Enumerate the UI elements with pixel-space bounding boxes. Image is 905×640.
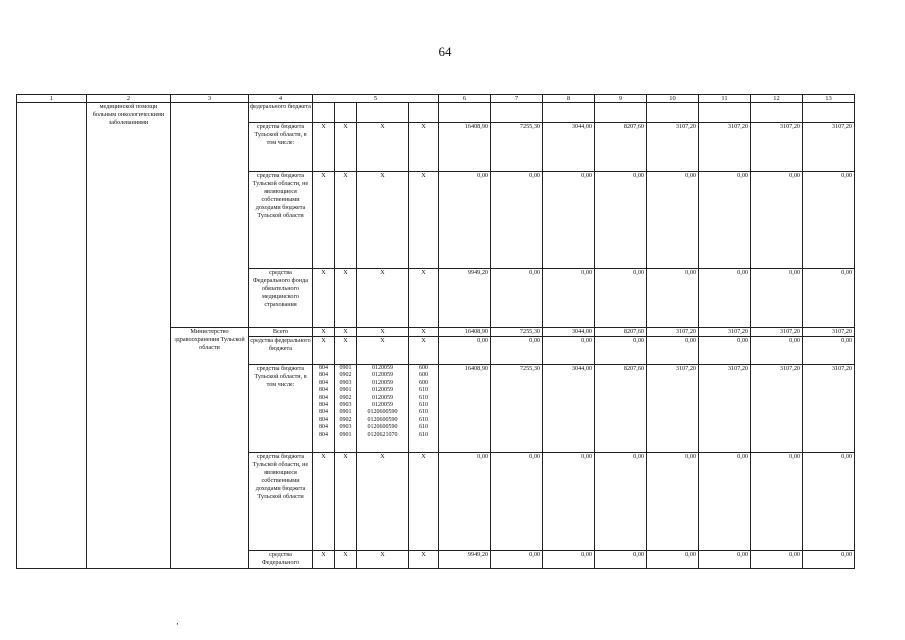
- x-cell: X: [409, 337, 439, 365]
- value-cell: 9949,20: [439, 269, 491, 328]
- value-cell: 0,00: [439, 453, 491, 551]
- value-cell: 7255,30: [491, 123, 543, 172]
- page-number: 64: [438, 44, 452, 59]
- value-cell: 0,00: [803, 172, 855, 269]
- x-cell: X: [357, 337, 409, 365]
- header-cell: 1: [17, 95, 87, 103]
- x-cell: X: [409, 269, 439, 328]
- value-cell: 0,00: [699, 453, 751, 551]
- x-cell: X: [335, 328, 357, 337]
- value-cell: 0,00: [543, 551, 595, 569]
- value-cell: 0,00: [595, 269, 647, 328]
- x-cell: X: [357, 551, 409, 569]
- x-cell: X: [409, 123, 439, 172]
- x-cell: X: [335, 551, 357, 569]
- value-cell: 3107,20: [647, 365, 699, 453]
- value-cell: 3044,00: [543, 123, 595, 172]
- x-cell: X: [313, 453, 335, 551]
- source-cell: средства бюджета Тульской области, не являющиеся собственными доходами бюджета Тульской области: [249, 172, 313, 269]
- x-cell: X: [357, 453, 409, 551]
- value-cell: 0,00: [803, 551, 855, 569]
- ministry-cell: Министерство здравоохранения Тульской области: [171, 328, 249, 569]
- value-cell: 0,00: [699, 172, 751, 269]
- value-cell: 7255,30: [491, 365, 543, 453]
- header-cell: 7: [491, 95, 543, 103]
- code-column-d: 600 600 600 610 610 610 610 610 610 610: [409, 365, 439, 453]
- value-cell: 0,00: [543, 172, 595, 269]
- x-cell: X: [409, 453, 439, 551]
- x-cell: X: [357, 123, 409, 172]
- source-cell: средства Федерального фонда обязательного медицинского страхования: [249, 269, 313, 328]
- value-cell: 16408,90: [439, 328, 491, 337]
- x-cell: X: [313, 328, 335, 337]
- value-cell: 0,00: [491, 453, 543, 551]
- header-cell: 5: [313, 95, 439, 103]
- value-cell: 0,00: [595, 172, 647, 269]
- header-cell: 10: [647, 95, 699, 103]
- x-cell: X: [335, 172, 357, 269]
- value-cell: 0,00: [647, 551, 699, 569]
- x-cell: X: [357, 328, 409, 337]
- x-cell: X: [313, 269, 335, 328]
- header-cell: 6: [439, 95, 491, 103]
- value-cell: 3107,20: [699, 328, 751, 337]
- value-cell: 3107,20: [647, 123, 699, 172]
- x-cell: X: [335, 453, 357, 551]
- value-cell: 16408,90: [439, 123, 491, 172]
- value-cell: 0,00: [751, 453, 803, 551]
- value-cell: 0,00: [491, 337, 543, 365]
- value-cell: 0,00: [803, 337, 855, 365]
- value-cell: 0,00: [647, 337, 699, 365]
- value-cell: 0,00: [491, 172, 543, 269]
- source-cell: средства федерального бюджета: [249, 337, 313, 365]
- header-cell: 4: [249, 95, 313, 103]
- code-column-c: 0120059 0120059 0120059 0120059 0120059 0120059 0120600590 0120600590 0120600590 0120621070: [357, 365, 409, 453]
- x-cell: X: [409, 551, 439, 569]
- source-cell: средства бюджета Тульской области, в том числе:: [249, 123, 313, 172]
- x-cell: X: [335, 337, 357, 365]
- value-cell: 0,00: [647, 453, 699, 551]
- value-cell: 3107,20: [699, 123, 751, 172]
- value-cell: 3044,00: [543, 328, 595, 337]
- source-cell: средства бюджета Тульской области, не являющиеся собственными доходами бюджета Тульской области: [249, 453, 313, 551]
- x-cell: X: [313, 337, 335, 365]
- value-cell: 0,00: [699, 269, 751, 328]
- value-cell: 0,00: [543, 269, 595, 328]
- value-cell: 9949,20: [439, 551, 491, 569]
- source-cell: средства Федерального: [249, 551, 313, 569]
- value-cell: 0,00: [439, 172, 491, 269]
- header-cell: 8: [543, 95, 595, 103]
- value-cell: 7255,30: [491, 328, 543, 337]
- x-cell: X: [357, 172, 409, 269]
- value-cell: 0,00: [751, 269, 803, 328]
- x-cell: X: [313, 172, 335, 269]
- value-cell: 0,00: [491, 551, 543, 569]
- code-column-a: 804 804 804 804 804 804 804 804 804 804: [313, 365, 335, 453]
- value-cell: 0,00: [803, 269, 855, 328]
- col3-cell: [171, 103, 249, 328]
- value-cell: 0,00: [543, 453, 595, 551]
- source-cell: средства бюджета Тульской области, в том числе:: [249, 365, 313, 453]
- header-row: [17, 95, 855, 103]
- x-cell: X: [335, 269, 357, 328]
- value-cell: 0,00: [647, 172, 699, 269]
- x-cell: X: [357, 269, 409, 328]
- value-cell: 3107,20: [803, 365, 855, 453]
- x-cell: X: [313, 123, 335, 172]
- value-cell: 3107,20: [803, 328, 855, 337]
- value-cell: 0,00: [699, 337, 751, 365]
- value-cell: 0,00: [439, 337, 491, 365]
- value-cell: 0,00: [543, 337, 595, 365]
- budget-table: [16, 94, 855, 569]
- value-cell: 0,00: [491, 269, 543, 328]
- header-cell: 13: [803, 95, 855, 103]
- value-cell: 8207,60: [595, 328, 647, 337]
- x-cell: X: [409, 328, 439, 337]
- value-cell: 3044,00: [543, 365, 595, 453]
- header-cell: 12: [751, 95, 803, 103]
- value-cell: 3107,20: [751, 123, 803, 172]
- value-cell: 3107,20: [699, 365, 751, 453]
- value-cell: 0,00: [595, 337, 647, 365]
- header-cell: 11: [699, 95, 751, 103]
- value-cell: 0,00: [595, 453, 647, 551]
- code-column-b: 0901 0902 0903 0901 0902 0903 0901 0902 0903 0901: [335, 365, 357, 453]
- header-cell: 2: [87, 95, 171, 103]
- value-cell: 8207,60: [595, 365, 647, 453]
- table-row: [17, 103, 855, 123]
- col1-cell: [17, 103, 87, 569]
- value-cell: 3107,20: [751, 365, 803, 453]
- header-cell: 3: [171, 95, 249, 103]
- value-cell: 8207,60: [595, 123, 647, 172]
- value-cell: 0,00: [751, 551, 803, 569]
- value-cell: 3107,20: [647, 328, 699, 337]
- value-cell: 0,00: [803, 453, 855, 551]
- value-cell: 0,00: [647, 269, 699, 328]
- value-cell: 3107,20: [751, 328, 803, 337]
- value-cell: 3107,20: [803, 123, 855, 172]
- x-cell: X: [335, 123, 357, 172]
- value-cell: 0,00: [595, 551, 647, 569]
- x-cell: X: [313, 551, 335, 569]
- col2-cell: медицинской помощи больным онкологическими заболеваниями: [87, 103, 171, 569]
- value-cell: 16408,90: [439, 365, 491, 453]
- header-cell: 9: [595, 95, 647, 103]
- value-cell: 0,00: [699, 551, 751, 569]
- value-cell: 0,00: [751, 172, 803, 269]
- source-cell: федерального бюджета: [249, 103, 313, 123]
- value-cell: 0,00: [751, 337, 803, 365]
- scan-mark: ‚: [176, 617, 179, 626]
- x-cell: X: [409, 172, 439, 269]
- source-cell: Всего: [249, 328, 313, 337]
